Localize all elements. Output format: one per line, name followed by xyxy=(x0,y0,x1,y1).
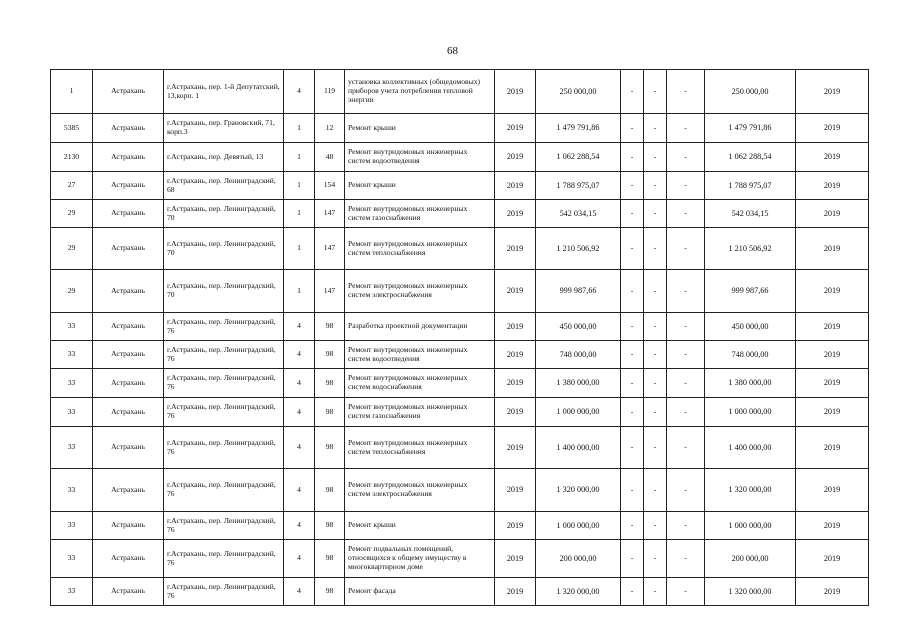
col-total: 1 000 000,00 xyxy=(705,398,796,427)
col-year: 2019 xyxy=(495,143,536,172)
col-number: 2130 xyxy=(51,143,93,172)
col-dash-3: - xyxy=(667,578,705,606)
col-city: Астрахань xyxy=(93,341,164,369)
col-total: 542 034,15 xyxy=(705,200,796,228)
col-cost: 748 000,00 xyxy=(536,341,621,369)
col-city: Астрахань xyxy=(93,540,164,578)
col-apartments: 98 xyxy=(315,369,345,398)
col-city: Астрахань xyxy=(93,200,164,228)
col-dash-3: - xyxy=(667,143,705,172)
col-number: 33 xyxy=(51,341,93,369)
col-address: г.Астрахань, пер. Грановский, 71, корп.3 xyxy=(164,114,284,143)
col-dash-3: - xyxy=(667,341,705,369)
col-year-end: 2019 xyxy=(796,143,869,172)
col-dash-2: - xyxy=(644,313,667,341)
col-year-end: 2019 xyxy=(796,540,869,578)
col-dash-2: - xyxy=(644,512,667,540)
table-row xyxy=(51,114,869,143)
col-city: Астрахань xyxy=(93,143,164,172)
col-total: 1 380 000,00 xyxy=(705,369,796,398)
col-year-end: 2019 xyxy=(796,114,869,143)
col-address: г.Астрахань, пер. Девятый, 13 xyxy=(164,143,284,172)
col-year-end: 2019 xyxy=(796,369,869,398)
col-floors: 4 xyxy=(284,469,315,512)
col-work-type: Разработка проектной документации xyxy=(345,313,495,341)
col-apartments: 48 xyxy=(315,143,345,172)
col-total: 450 000,00 xyxy=(705,313,796,341)
col-total: 1 000 000,00 xyxy=(705,512,796,540)
col-work-type: Ремонт внутридомовых инженерных систем электроснабжения xyxy=(345,469,495,512)
col-cost: 250 000,00 xyxy=(536,70,621,114)
col-cost: 1 788 975,07 xyxy=(536,172,621,200)
col-dash-3: - xyxy=(667,540,705,578)
col-apartments: 119 xyxy=(315,70,345,114)
table-row xyxy=(51,270,869,313)
col-work-type: Ремонт внутридомовых инженерных систем электроснабжения xyxy=(345,270,495,313)
col-apartments: 98 xyxy=(315,469,345,512)
col-address: г.Астрахань, пер. Ленинградский, 76 xyxy=(164,578,284,606)
col-work-type: Ремонт внутридомовых инженерных систем газоснабжения xyxy=(345,200,495,228)
col-year: 2019 xyxy=(495,70,536,114)
col-work-type: Ремонт внутридомовых инженерных систем теплоснабжения xyxy=(345,427,495,469)
col-number: 33 xyxy=(51,369,93,398)
col-floors: 1 xyxy=(284,228,315,270)
col-apartments: 98 xyxy=(315,512,345,540)
col-dash-2: - xyxy=(644,469,667,512)
col-apartments: 98 xyxy=(315,398,345,427)
col-number: 33 xyxy=(51,512,93,540)
col-year: 2019 xyxy=(495,578,536,606)
col-dash-2: - xyxy=(644,540,667,578)
col-year-end: 2019 xyxy=(796,200,869,228)
col-dash-1: - xyxy=(621,369,644,398)
col-apartments: 98 xyxy=(315,341,345,369)
col-apartments: 12 xyxy=(315,114,345,143)
col-year: 2019 xyxy=(495,200,536,228)
col-year: 2019 xyxy=(495,427,536,469)
col-work-type: Ремонт внутридомовых инженерных систем газоснабжения xyxy=(345,398,495,427)
col-number: 5385 xyxy=(51,114,93,143)
col-floors: 1 xyxy=(284,143,315,172)
col-dash-3: - xyxy=(667,228,705,270)
col-address: г.Астрахань, пер. Ленинградский, 76 xyxy=(164,540,284,578)
col-work-type: Ремонт крыши xyxy=(345,172,495,200)
col-dash-3: - xyxy=(667,70,705,114)
col-dash-3: - xyxy=(667,427,705,469)
col-number: 33 xyxy=(51,540,93,578)
col-year-end: 2019 xyxy=(796,172,869,200)
col-cost: 1 000 000,00 xyxy=(536,512,621,540)
col-total: 748 000,00 xyxy=(705,341,796,369)
col-number: 33 xyxy=(51,398,93,427)
col-dash-1: - xyxy=(621,512,644,540)
col-floors: 1 xyxy=(284,172,315,200)
col-city: Астрахань xyxy=(93,228,164,270)
col-floors: 1 xyxy=(284,270,315,313)
col-apartments: 147 xyxy=(315,200,345,228)
col-year: 2019 xyxy=(495,469,536,512)
col-year-end: 2019 xyxy=(796,270,869,313)
col-address: г.Астрахань, пер. Ленинградский, 76 xyxy=(164,427,284,469)
col-year: 2019 xyxy=(495,398,536,427)
col-year: 2019 xyxy=(495,341,536,369)
col-apartments: 98 xyxy=(315,427,345,469)
col-address: г.Астрахань, пер. Ленинградский, 70 xyxy=(164,200,284,228)
col-year-end: 2019 xyxy=(796,469,869,512)
col-city: Астрахань xyxy=(93,313,164,341)
col-city: Астрахань xyxy=(93,70,164,114)
col-floors: 4 xyxy=(284,341,315,369)
col-dash-2: - xyxy=(644,172,667,200)
col-number: 1 xyxy=(51,70,93,114)
col-city: Астрахань xyxy=(93,427,164,469)
col-year: 2019 xyxy=(495,228,536,270)
col-dash-3: - xyxy=(667,398,705,427)
col-address: г.Астрахань, пер. Ленинградский, 76 xyxy=(164,369,284,398)
col-apartments: 154 xyxy=(315,172,345,200)
col-year-end: 2019 xyxy=(796,427,869,469)
col-work-type: Ремонт крыши xyxy=(345,512,495,540)
col-number: 29 xyxy=(51,228,93,270)
col-number: 27 xyxy=(51,172,93,200)
col-city: Астрахань xyxy=(93,172,164,200)
col-total: 200 000,00 xyxy=(705,540,796,578)
col-address: г.Астрахань, пер. Ленинградский, 76 xyxy=(164,469,284,512)
table-row xyxy=(51,341,869,369)
col-total: 1 479 791,86 xyxy=(705,114,796,143)
col-apartments: 147 xyxy=(315,270,345,313)
col-number: 29 xyxy=(51,270,93,313)
col-total: 1 210 506,92 xyxy=(705,228,796,270)
col-dash-1: - xyxy=(621,172,644,200)
col-year-end: 2019 xyxy=(796,512,869,540)
col-address: г.Астрахань, пер. Ленинградский, 70 xyxy=(164,228,284,270)
col-dash-2: - xyxy=(644,341,667,369)
col-dash-1: - xyxy=(621,143,644,172)
col-apartments: 98 xyxy=(315,313,345,341)
col-dash-3: - xyxy=(667,114,705,143)
col-dash-1: - xyxy=(621,427,644,469)
col-year: 2019 xyxy=(495,114,536,143)
col-dash-1: - xyxy=(621,578,644,606)
col-year: 2019 xyxy=(495,369,536,398)
col-work-type: Ремонт внутридомовых инженерных систем водоотведения xyxy=(345,143,495,172)
col-dash-2: - xyxy=(644,398,667,427)
col-city: Астрахань xyxy=(93,512,164,540)
col-dash-3: - xyxy=(667,200,705,228)
col-address: г.Астрахань, пер. Ленинградский, 76 xyxy=(164,512,284,540)
col-apartments: 98 xyxy=(315,578,345,606)
col-total: 1 400 000,00 xyxy=(705,427,796,469)
col-dash-1: - xyxy=(621,270,644,313)
col-apartments: 147 xyxy=(315,228,345,270)
col-dash-2: - xyxy=(644,427,667,469)
col-dash-2: - xyxy=(644,228,667,270)
col-floors: 4 xyxy=(284,398,315,427)
table-row xyxy=(51,369,869,398)
col-cost: 999 987,66 xyxy=(536,270,621,313)
col-dash-2: - xyxy=(644,200,667,228)
col-dash-2: - xyxy=(644,369,667,398)
table-row xyxy=(51,228,869,270)
col-floors: 4 xyxy=(284,427,315,469)
col-dash-3: - xyxy=(667,172,705,200)
col-floors: 4 xyxy=(284,313,315,341)
col-dash-2: - xyxy=(644,578,667,606)
col-city: Астрахань xyxy=(93,398,164,427)
col-cost: 450 000,00 xyxy=(536,313,621,341)
table-row xyxy=(51,540,869,578)
col-number: 33 xyxy=(51,313,93,341)
col-floors: 1 xyxy=(284,114,315,143)
col-number: 29 xyxy=(51,200,93,228)
col-year: 2019 xyxy=(495,512,536,540)
col-year: 2019 xyxy=(495,270,536,313)
col-total: 1 320 000,00 xyxy=(705,578,796,606)
col-total: 1 788 975,07 xyxy=(705,172,796,200)
col-dash-2: - xyxy=(644,114,667,143)
col-work-type: Ремонт крыши xyxy=(345,114,495,143)
col-dash-3: - xyxy=(667,512,705,540)
col-dash-1: - xyxy=(621,70,644,114)
col-year: 2019 xyxy=(495,313,536,341)
col-cost: 1 062 288,54 xyxy=(536,143,621,172)
col-dash-1: - xyxy=(621,398,644,427)
col-floors: 4 xyxy=(284,540,315,578)
col-city: Астрахань xyxy=(93,114,164,143)
col-address: г.Астрахань, пер. 1-й Депутатский, 13,корп. 1 xyxy=(164,70,284,114)
col-dash-1: - xyxy=(621,200,644,228)
col-cost: 1 380 000,00 xyxy=(536,369,621,398)
col-dash-3: - xyxy=(667,369,705,398)
col-work-type: Ремонт подвальных помещений, относящихся к общему имуществу в многоквартирном доме xyxy=(345,540,495,578)
col-floors: 1 xyxy=(284,200,315,228)
table-row xyxy=(51,200,869,228)
col-cost: 1 210 506,92 xyxy=(536,228,621,270)
col-work-type: Ремонт внутридомовых инженерных систем водоотведения xyxy=(345,341,495,369)
col-year: 2019 xyxy=(495,172,536,200)
col-address: г.Астрахань, пер. Ленинградский, 76 xyxy=(164,398,284,427)
col-city: Астрахань xyxy=(93,270,164,313)
col-dash-1: - xyxy=(621,313,644,341)
col-dash-1: - xyxy=(621,341,644,369)
col-work-type: Ремонт внутридомовых инженерных систем водоснабжения xyxy=(345,369,495,398)
col-number: 33 xyxy=(51,578,93,606)
col-work-type: Ремонт внутридомовых инженерных систем теплоснабжения xyxy=(345,228,495,270)
table-row xyxy=(51,143,869,172)
col-cost: 542 034,15 xyxy=(536,200,621,228)
col-dash-3: - xyxy=(667,270,705,313)
col-number: 33 xyxy=(51,427,93,469)
table-row xyxy=(51,313,869,341)
col-dash-3: - xyxy=(667,469,705,512)
col-dash-3: - xyxy=(667,313,705,341)
col-address: г.Астрахань, пер. Ленинградский, 68 xyxy=(164,172,284,200)
col-dash-1: - xyxy=(621,114,644,143)
col-total: 250 000,00 xyxy=(705,70,796,114)
col-address: г.Астрахань, пер. Ленинградский, 70 xyxy=(164,270,284,313)
repair-schedule-table xyxy=(50,69,869,606)
page-number: 68 xyxy=(447,45,458,57)
col-floors: 4 xyxy=(284,369,315,398)
col-city: Астрахань xyxy=(93,369,164,398)
col-city: Астрахань xyxy=(93,578,164,606)
col-year-end: 2019 xyxy=(796,341,869,369)
col-cost: 1 320 000,00 xyxy=(536,469,621,512)
col-year-end: 2019 xyxy=(796,578,869,606)
col-work-type: установка коллективных (общедомовых) приборов учета потребления тепловой энергии xyxy=(345,70,495,114)
col-cost: 200 000,00 xyxy=(536,540,621,578)
table-row xyxy=(51,469,869,512)
col-total: 1 320 000,00 xyxy=(705,469,796,512)
table-body xyxy=(51,70,869,606)
col-dash-1: - xyxy=(621,228,644,270)
col-cost: 1 320 000,00 xyxy=(536,578,621,606)
col-apartments: 98 xyxy=(315,540,345,578)
col-floors: 4 xyxy=(284,578,315,606)
col-number: 33 xyxy=(51,469,93,512)
col-dash-2: - xyxy=(644,270,667,313)
col-year: 2019 xyxy=(495,540,536,578)
col-dash-2: - xyxy=(644,143,667,172)
col-work-type: Ремонт фасада xyxy=(345,578,495,606)
col-dash-2: - xyxy=(644,70,667,114)
col-year-end: 2019 xyxy=(796,228,869,270)
table-row xyxy=(51,398,869,427)
table-row xyxy=(51,70,869,114)
col-city: Астрахань xyxy=(93,469,164,512)
table-row xyxy=(51,172,869,200)
col-year-end: 2019 xyxy=(796,70,869,114)
table-row xyxy=(51,578,869,606)
col-total: 999 987,66 xyxy=(705,270,796,313)
col-total: 1 062 288,54 xyxy=(705,143,796,172)
col-floors: 4 xyxy=(284,512,315,540)
table-row xyxy=(51,512,869,540)
col-address: г.Астрахань, пер. Ленинградский, 76 xyxy=(164,313,284,341)
col-dash-1: - xyxy=(621,469,644,512)
col-floors: 4 xyxy=(284,70,315,114)
col-year-end: 2019 xyxy=(796,313,869,341)
col-cost: 1 000 000,00 xyxy=(536,398,621,427)
col-dash-1: - xyxy=(621,540,644,578)
table-row xyxy=(51,427,869,469)
col-cost: 1 400 000,00 xyxy=(536,427,621,469)
col-year-end: 2019 xyxy=(796,398,869,427)
col-address: г.Астрахань, пер. Ленинградский, 76 xyxy=(164,341,284,369)
col-cost: 1 479 791,86 xyxy=(536,114,621,143)
